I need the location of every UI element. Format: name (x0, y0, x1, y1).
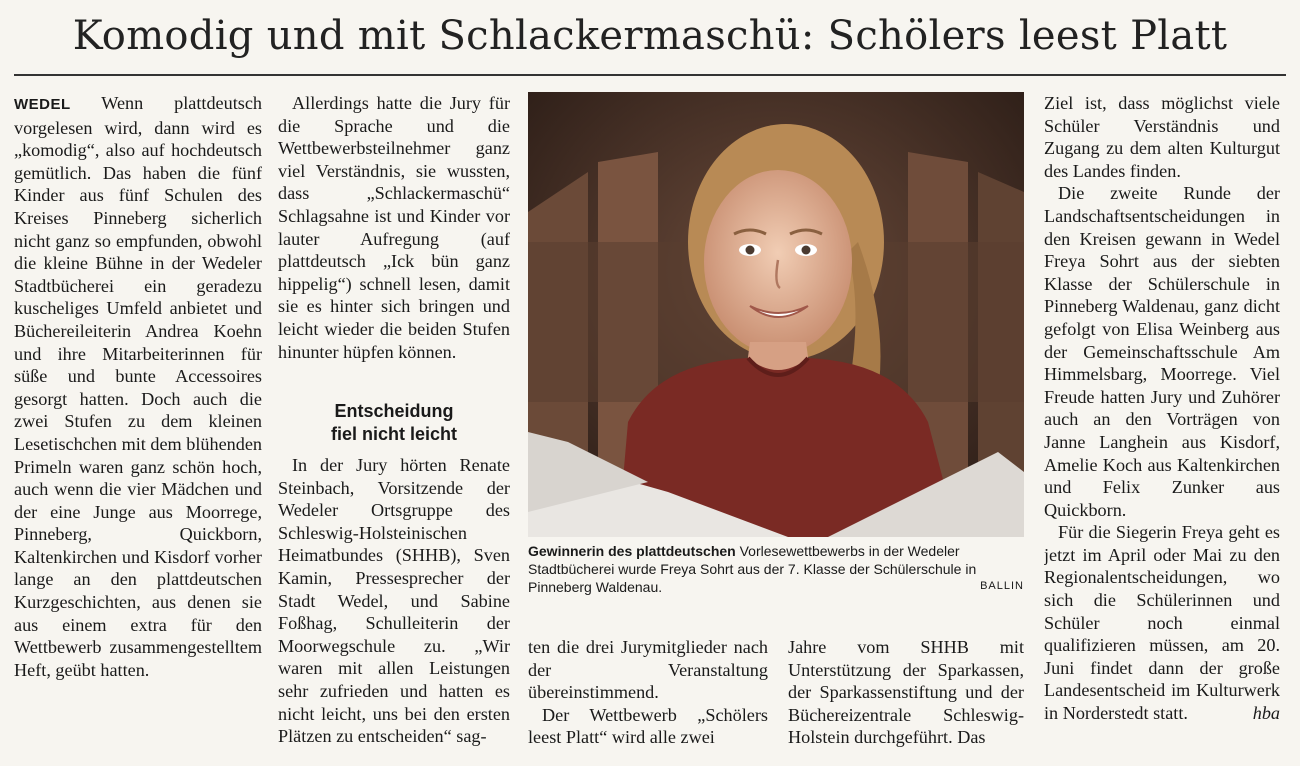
article-column-5 (1044, 92, 1280, 754)
lead-paragraph (14, 92, 262, 681)
lead-paragraph-text: Wenn plattdeutsch vorgelesen wird, dann wird es „komodig“, also auf hochdeutsch gemütlich. Das haben die fünf Kinder aus fünf Schulen des Kreises Pinneberg sicherlich nicht ganz so empfunden, obwohl die kleine Bühne in der Wedeler Stadtbücherei ein geradezu kuscheliges Umfeld anbietet und Büchereileiterin Andrea Koehn und ihre Mitarbeiterinnen für süße und bunte Accessoires gesorgt hatten. Doch auch die zwei Stufen zu dem kleinen Lesetischchen mit dem blühenden Primeln waren ganz schön hoch, auch wenn die vier Mädchen und der eine Junge aus Moorrege, Pinneberg, Quickborn, Kaltenkirchen und Kisdorf vorher lange an den plattdeutschen Kurzgeschichten, aus denen sie aus einem extra für den Wettbewerb zusammengestelltem Heft, geübt hatten. (14, 93, 262, 680)
article-column-2-continued (278, 454, 510, 754)
photo-winner (528, 92, 1024, 537)
subheading-line-1: Entscheidung (334, 401, 454, 421)
article-column-2 (278, 92, 510, 382)
caption-text: Vorlesewettbewerbs in der Wedeler Stadtbücherei wurde Freya Sohrt aus der 7. Klasse der Schülerschule in Pinneberg Waldenau. (528, 543, 977, 595)
paragraph (1044, 521, 1280, 724)
paragraph: Ziel ist, dass möglichst viele Schüler Verständnis und Zugang zu dem alten Kulturgut des Landes finden. (1044, 93, 1280, 181)
photo-credit: BALLIN (980, 580, 1024, 592)
article-column-4 (788, 636, 1024, 756)
caption-lead: Gewinnerin des plattdeutschen (528, 543, 736, 559)
dateline: WEDEL (14, 96, 71, 113)
photo-illustration (528, 92, 1024, 537)
paragraph: Der Wettbewerb „Schölers leest Platt“ wird alle zwei (528, 704, 768, 748)
paragraph: Die zweite Runde der Landschaftsentscheidungen in den Kreisen gewann in Wedel Freya Sohrt aus der siebten Klasse der Schülerschule in Pinneberg Waldenau, ganz dicht gefolgt von Elisa Weinberg aus der Gemeinschaftsschule Am Himmelsbarg, Moorrege. Viel Freude hatten Jury und Zuhörer auch an den Vorträgen von Janne Langhein aus Kisdorf, Amelie Koch aus Kaltenkirchen und Felix Zunker aus Quickborn. (1044, 183, 1280, 520)
subheading-line-2: fiel nicht leicht (330, 424, 458, 444)
paragraph: ten die drei Jurymitglieder nach der Veranstaltung übereinstimmend. (528, 637, 768, 703)
paragraph: In der Jury hörten Renate Steinbach, Vorsitzende der Wedeler Ortsgruppe des Schleswig-Holsteinischen Heimatbundes (SHHB), Sven Kamin, Pressesprecher der Stadt Wedel, und Sabine Foßhag, Schulleiterin der Moorwegschule zu. „Wir waren mit allen Leistungen sehr zufrieden und hatten es nicht leicht, uns bei den ersten Plätzen zu entscheiden“ sag- (278, 455, 510, 747)
headline: Komodig und mit Schlackermaschü: Schölers leest Platt (72, 13, 1228, 59)
paragraph-text: Für die Siegerin Freya geht es jetzt im April oder Mai zu den Regionalentscheidungen, wo sich die Schülerinnen und Schüler noch einmal qualifizieren müssen, am 20. Juni findet dann der große Landesentscheid im Kulturwerk in Norderstedt statt. (1044, 522, 1280, 724)
author-signature: hba (1252, 703, 1280, 724)
paragraph: Jahre vom SHHB mit Unterstützung der Sparkassen, der Sparkassenstiftung und der Büchereizentrale Schleswig-Holstein durchgeführt. Das (788, 637, 1024, 748)
article-column-1 (14, 92, 262, 752)
paragraph: Allerdings hatte die Jury für die Sprache und die Wettbewerbsteilnehmer ganz viel Verständnis, sie wussten, dass „Schlackermaschü“ Schlagsahne ist und Kinder vor lauter Aufregung (auf plattdeutsch „Ick bün ganz hippelig“) schnell lesen, damit sie es hinter sich bringen und leicht wieder die beiden Stufen hinunter hüpfen können. (278, 93, 510, 362)
article-column-3 (528, 636, 768, 756)
headline-rule (14, 74, 1286, 76)
subheading (278, 400, 510, 446)
